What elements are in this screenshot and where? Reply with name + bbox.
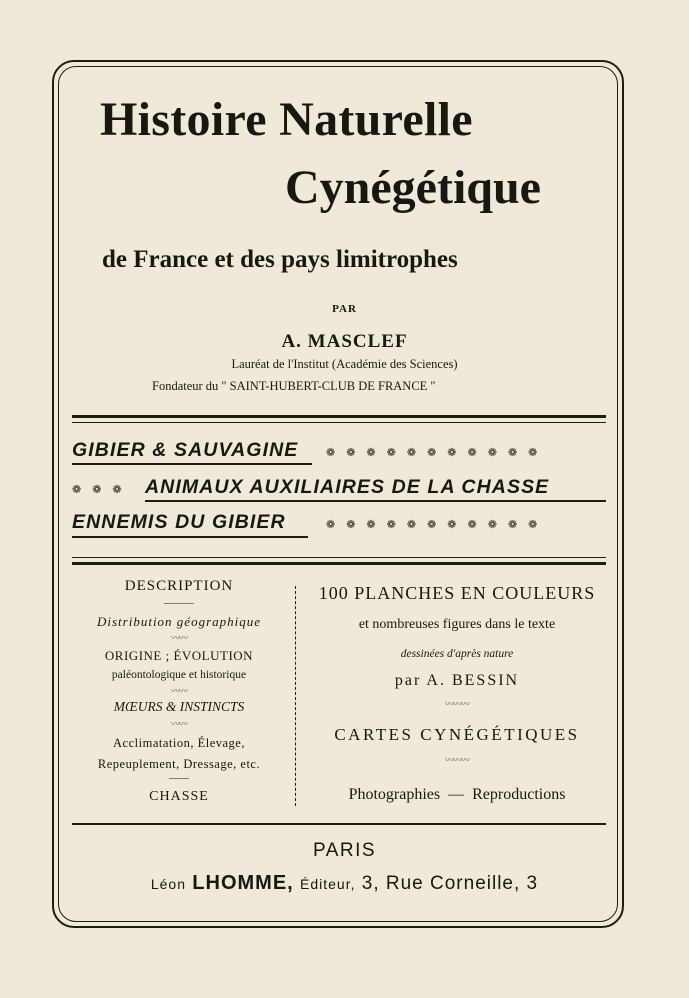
divider-wavy-2: 〰〰 <box>170 686 187 696</box>
divider-wavy-3: 〰〰 <box>170 719 187 729</box>
moeurs-text: MŒURS & INSTINCTS <box>113 699 245 714</box>
city-text: PARIS <box>312 840 377 861</box>
rule-top-thin <box>72 422 606 423</box>
subtitle: de France et des pays limitrophes <box>102 246 458 273</box>
section-gibier-underline <box>72 463 312 465</box>
ornament-dots-1: ❁ ❁ ❁ ❁ ❁ ❁ ❁ ❁ ❁ ❁ ❁ <box>326 447 538 459</box>
photo-repro-line <box>302 786 612 804</box>
author-founder: Fondateur du " SAINT-HUBERT-CLUB DE FRANCE " <box>152 379 436 393</box>
column-separator <box>295 586 297 806</box>
acclimatation-text: Acclimatation, Élevage, <box>113 736 245 750</box>
publisher-first-name: Léon <box>150 876 186 892</box>
par-bessin-text: par A. BESSIN <box>394 672 520 689</box>
ornament-dots-2: ❁ ❁ ❁ <box>72 484 122 496</box>
divider-short-2: —— <box>169 773 189 784</box>
ornament-dots-3: ❁ ❁ ❁ ❁ ❁ ❁ ❁ ❁ ❁ ❁ ❁ <box>326 519 538 531</box>
author-credential: Lauréat de l'Institut (Académie des Sciences) <box>231 357 458 371</box>
title-line-2: Cynégétique <box>285 161 541 214</box>
planches-text: 100 PLANCHES EN COULEURS <box>318 583 596 603</box>
author-name: A. MASCLEF <box>281 331 408 352</box>
par-label: PAR <box>332 303 357 315</box>
rule-bottom <box>72 823 606 825</box>
figures-text: et nombreuses figures dans le texte <box>358 617 556 632</box>
dessinees-text: dessinées d'après nature <box>400 648 514 660</box>
paleo-text: paléontologique et historique <box>111 669 247 681</box>
section-gibier: GIBIER & SAUVAGINE <box>72 439 299 461</box>
rule-mid-thick <box>72 562 606 565</box>
reproductions-text: Reproductions <box>472 786 566 803</box>
divider-short-1: ——— <box>164 598 194 609</box>
description-heading: DESCRIPTION <box>124 578 234 594</box>
rule-mid-thin <box>72 557 606 558</box>
section-animaux-underline <box>145 500 606 502</box>
dash-separator: — <box>448 786 465 803</box>
chasse-text: CHASSE <box>149 789 209 804</box>
divider-wavy-1: 〰〰 <box>170 633 187 643</box>
distribution-text: Distribution géographique <box>96 614 262 629</box>
section-animaux: ANIMAUX AUXILIAIRES DE LA CHASSE <box>145 476 550 498</box>
section-ennemis: ENNEMIS DU GIBIER <box>72 511 286 533</box>
publisher-line <box>0 872 689 895</box>
publisher-last-name: LHOMME, <box>192 872 294 894</box>
editeur-text: Éditeur, <box>300 876 356 892</box>
section-ennemis-underline <box>72 536 308 538</box>
address-text: 3, Rue Corneille, 3 <box>361 873 539 894</box>
origine-text: ORIGINE ; ÉVOLUTION <box>104 648 254 663</box>
rule-top-thick <box>72 415 606 418</box>
divider-wavy-5: 〰〰〰 <box>444 755 469 765</box>
divider-wavy-4: 〰〰〰 <box>444 699 469 709</box>
cartes-text: CARTES CYNÉGÉTIQUES <box>334 725 580 744</box>
title-line-1: Histoire Naturelle <box>100 93 473 146</box>
repeuplement-text: Repeuplement, Dressage, etc. <box>97 757 261 771</box>
photographies-text: Photographies <box>348 786 441 803</box>
